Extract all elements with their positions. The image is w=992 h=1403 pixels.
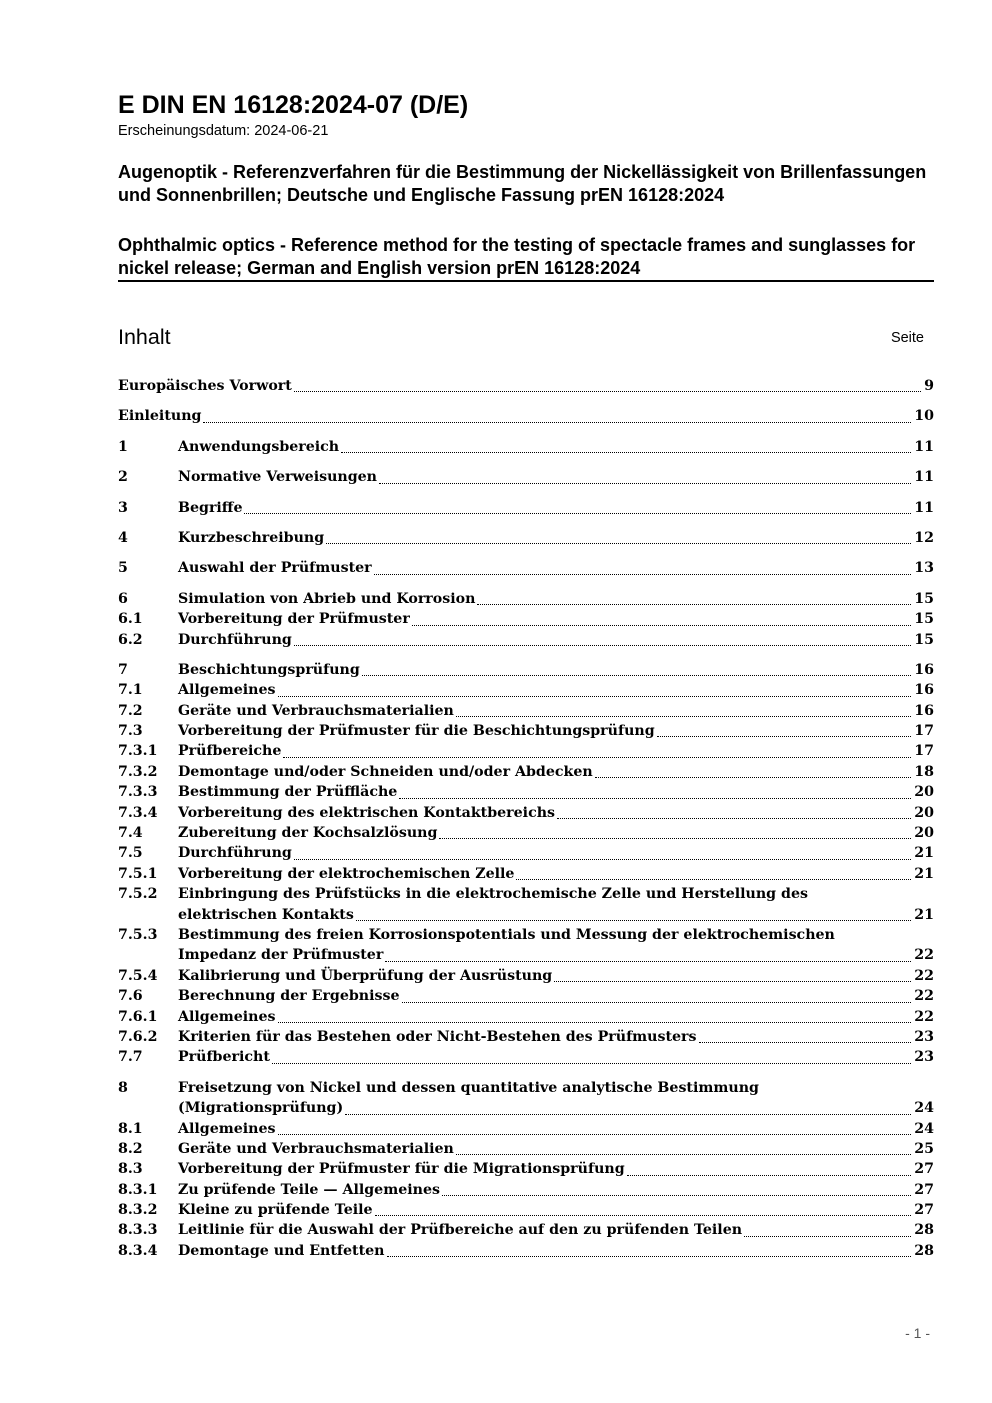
toc-entry-title: Bestimmung des freien Korrosionspotentials und Messung der elektrochemischen — [178, 926, 835, 943]
toc-leader-dots — [627, 1175, 912, 1176]
toc-entry-number: 8.3 — [118, 1161, 143, 1178]
toc-entry-page: 23 — [914, 1049, 934, 1066]
page-number: - 1 - — [905, 1325, 930, 1341]
toc-entry-title: Vorbereitung der elektrochemischen Zelle — [178, 865, 515, 882]
toc-entry[interactable] — [118, 406, 934, 426]
toc-entry-title: Demontage und Entfetten — [178, 1242, 385, 1259]
toc-leader-dots — [326, 543, 911, 544]
toc-entry-number: 3 — [118, 499, 128, 516]
toc-entry-page: 16 — [914, 702, 934, 719]
toc-leader-dots — [374, 574, 912, 575]
toc-entry-page: 24 — [914, 1120, 934, 1137]
toc-leader-dots — [278, 1134, 912, 1135]
toc-leader-dots — [744, 1236, 911, 1237]
toc-entry-number: 7.5 — [118, 845, 143, 862]
toc-leader-dots — [294, 391, 921, 392]
toc-entry-number: 8.3.1 — [118, 1181, 158, 1198]
toc-entry[interactable] — [118, 762, 934, 782]
toc-entry-title: Vorbereitung des elektrischen Kontaktbereichs — [178, 804, 556, 821]
toc-entry-page: 22 — [914, 988, 934, 1005]
toc-entry[interactable] — [118, 925, 934, 945]
table-of-contents — [118, 376, 934, 1261]
toc-entry-number: 6.2 — [118, 631, 143, 648]
toc-entry-page: 9 — [924, 378, 934, 394]
toc-entry-title: Leitlinie für die Auswahl der Prüfbereiche auf den zu prüfenden Teilen — [178, 1222, 743, 1239]
toc-entry-number: 8.3.4 — [118, 1242, 158, 1259]
toc-entry-number: 7.7 — [118, 1049, 143, 1066]
toc-leader-dots — [362, 675, 911, 676]
toc-entry-title: Vorbereitung der Prüfmuster für die Beschichtungsprüfung — [178, 723, 655, 740]
title-divider — [118, 280, 934, 282]
toc-leader-dots — [439, 838, 911, 839]
toc-group — [118, 376, 934, 396]
toc-entry-title: Durchführung — [178, 845, 292, 862]
toc-entry-title-cont: (Migrationsprüfung) — [178, 1100, 344, 1117]
toc-entry-title: Begriffe — [178, 499, 243, 516]
toc-entry[interactable] — [118, 803, 934, 823]
toc-entry-page: 10 — [914, 408, 934, 425]
toc-group — [118, 589, 934, 650]
toc-leader-dots — [387, 1256, 912, 1257]
toc-leader-dots — [412, 625, 911, 626]
toc-entry-title: Durchführung — [178, 631, 292, 648]
toc-group — [118, 498, 934, 518]
toc-entry[interactable] — [118, 467, 934, 487]
toc-entry[interactable] — [118, 1078, 934, 1098]
document-id: E DIN EN 16128:2024-07 (D/E) — [118, 91, 469, 119]
document-page — [118, 90, 934, 1271]
toc-entry[interactable] — [118, 609, 934, 629]
toc-title: Inhalt — [118, 325, 171, 349]
toc-entry-title: Geräte und Verbrauchsmaterialien — [178, 1140, 454, 1157]
toc-entry-title: Zu prüfende Teile — Allgemeines — [178, 1181, 440, 1198]
toc-entry[interactable] — [118, 1180, 934, 1200]
toc-entry-page: 25 — [914, 1140, 934, 1157]
toc-entry[interactable] — [118, 498, 934, 518]
toc-entry-number: 1 — [118, 438, 128, 455]
toc-entry-number: 8 — [118, 1079, 128, 1096]
toc-entry-title: Allgemeines — [178, 1008, 276, 1025]
toc-group — [118, 467, 934, 487]
toc-leader-dots — [699, 1042, 912, 1043]
toc-entry-title: Anwendungsbereich — [178, 438, 340, 455]
toc-entry-title: Einbringung des Prüfstücks in die elektrochemische Zelle und Herstellung des — [178, 886, 808, 903]
toc-entry-page: 11 — [914, 469, 934, 486]
toc-entry-number: 4 — [118, 529, 128, 546]
toc-entry-page: 15 — [914, 611, 934, 628]
toc-entry-number: 7.2 — [118, 702, 143, 719]
toc-leader-dots — [385, 961, 911, 962]
issue-date: Erscheinungsdatum: 2024-06-21 — [118, 123, 329, 139]
toc-entry-number: 8.2 — [118, 1140, 143, 1157]
toc-page-label: Seite — [890, 330, 924, 346]
toc-entry[interactable] — [118, 823, 934, 843]
toc-leader-dots — [278, 1022, 912, 1023]
toc-entry-number: 7.5.4 — [118, 967, 158, 984]
toc-entry-page: 11 — [914, 438, 934, 455]
toc-leader-dots — [442, 1195, 911, 1196]
toc-leader-dots — [341, 452, 911, 453]
toc-leader-dots — [456, 1154, 911, 1155]
toc-entry-page: 21 — [914, 865, 934, 882]
toc-leader-dots — [345, 1114, 911, 1115]
toc-entry-title: Prüfbericht — [178, 1049, 270, 1066]
toc-entry-continuation[interactable] — [118, 1098, 934, 1118]
toc-entry-title: Prüfbereiche — [178, 743, 282, 760]
toc-entry[interactable] — [118, 680, 934, 700]
toc-leader-dots — [399, 798, 911, 799]
toc-leader-dots — [379, 483, 911, 484]
toc-leader-dots — [516, 879, 911, 880]
toc-entry-number: 2 — [118, 469, 128, 486]
toc-leader-dots — [557, 818, 911, 819]
toc-entry-page: 11 — [914, 499, 934, 516]
toc-entry-title: Beschichtungsprüfung — [178, 661, 360, 678]
toc-entry-number: 7.1 — [118, 682, 143, 699]
toc-entry-page: 13 — [914, 560, 934, 577]
toc-entry-number: 8.3.2 — [118, 1202, 158, 1219]
toc-entry-page: 27 — [914, 1181, 934, 1198]
toc-entry-title: Kleine zu prüfende Teile — [178, 1202, 373, 1219]
toc-leader-dots — [294, 645, 911, 646]
toc-entry[interactable] — [118, 864, 934, 884]
toc-entry-title: Einleitung — [118, 408, 202, 425]
toc-entry-title-cont: Impedanz der Prüfmuster — [178, 947, 384, 964]
toc-entry[interactable] — [118, 660, 934, 680]
toc-group — [118, 528, 934, 548]
toc-entry[interactable] — [118, 376, 934, 396]
toc-entry-title: Simulation von Abrieb und Korrosion — [178, 590, 476, 607]
toc-leader-dots — [283, 757, 911, 758]
toc-entry[interactable] — [118, 1139, 934, 1159]
toc-leader-dots — [375, 1215, 912, 1216]
toc-leader-dots — [595, 777, 912, 778]
toc-entry-number: 7.3.1 — [118, 743, 158, 760]
toc-entry-page: 21 — [914, 906, 934, 923]
toc-entry-page: 28 — [914, 1222, 934, 1239]
toc-entry-number: 7.3.3 — [118, 784, 158, 801]
toc-entry-page: 15 — [914, 590, 934, 607]
toc-entry[interactable] — [118, 843, 934, 863]
toc-entry-page: 20 — [914, 784, 934, 801]
toc-entry[interactable] — [118, 1027, 934, 1047]
toc-entry-page: 18 — [914, 763, 934, 780]
toc-entry[interactable] — [118, 558, 934, 578]
toc-entry-page: 20 — [914, 825, 934, 842]
toc-leader-dots — [356, 920, 911, 921]
toc-group — [118, 1078, 934, 1262]
toc-entry-title: Vorbereitung der Prüfmuster — [178, 611, 410, 628]
toc-entry-page: 21 — [914, 845, 934, 862]
toc-entry-title: Berechnung der Ergebnisse — [178, 988, 400, 1005]
toc-leader-dots — [244, 513, 911, 514]
toc-entry-page: 17 — [914, 743, 934, 760]
toc-entry-number: 7.5.1 — [118, 865, 158, 882]
title-german: Augenoptik - Referenzverfahren für die Bestimmung der Nickellässigkeit von Brillenfassungen und Sonnenbrillen; Deutsche und Englische Fassung prEN 16128:2024 — [118, 162, 927, 205]
toc-entry[interactable] — [118, 437, 934, 457]
toc-entry[interactable] — [118, 589, 934, 609]
toc-entry-number: 8.1 — [118, 1120, 143, 1137]
toc-entry-title: Demontage und/oder Schneiden und/oder Abdecken — [178, 763, 593, 780]
toc-entry-page: 23 — [914, 1028, 934, 1045]
toc-entry-number: 7.4 — [118, 825, 143, 842]
toc-entry-page: 20 — [914, 804, 934, 821]
toc-entry-title: Bestimmung der Prüffläche — [178, 784, 398, 801]
toc-entry-title: Kurzbeschreibung — [178, 529, 325, 546]
toc-entry-page: 16 — [914, 661, 934, 678]
toc-entry-number: 7.3 — [118, 723, 143, 740]
toc-entry-title: Allgemeines — [178, 1120, 276, 1137]
toc-entry-number: 7.5.2 — [118, 886, 158, 903]
toc-entry-number: 7.6.1 — [118, 1008, 158, 1025]
toc-entry-number: 7.3.4 — [118, 804, 158, 821]
toc-entry-page: 22 — [914, 1008, 934, 1025]
toc-entry[interactable] — [118, 1200, 934, 1220]
toc-entry[interactable] — [118, 1241, 934, 1261]
toc-entry-page: 27 — [914, 1161, 934, 1178]
toc-entry[interactable] — [118, 528, 934, 548]
toc-entry-title: Freisetzung von Nickel und dessen quantitative analytische Bestimmung — [178, 1079, 759, 1096]
toc-entry[interactable] — [118, 1119, 934, 1139]
toc-leader-dots — [554, 981, 911, 982]
toc-entry-title: Kalibrierung und Überprüfung der Ausrüstung — [178, 967, 553, 984]
toc-entry-page: 15 — [914, 631, 934, 648]
toc-entry-title: Normative Verweisungen — [178, 469, 377, 486]
toc-entry-page: 24 — [914, 1100, 934, 1117]
toc-leader-dots — [272, 1063, 911, 1064]
toc-leader-dots — [456, 716, 911, 717]
toc-leader-dots — [657, 736, 912, 737]
toc-group — [118, 406, 934, 426]
toc-group — [118, 660, 934, 1068]
toc-entry-title: Zubereitung der Kochsalzlösung — [178, 825, 438, 842]
toc-leader-dots — [203, 422, 911, 423]
toc-entry-number: 8.3.3 — [118, 1222, 158, 1239]
toc-entry-number: 7.6.2 — [118, 1028, 158, 1045]
toc-entry[interactable] — [118, 986, 934, 1006]
title-english: Ophthalmic optics - Reference method for the testing of spectacle frames and sunglasses for nickel release; German and English version prEN 16128:2024 — [118, 235, 916, 278]
toc-entry[interactable] — [118, 721, 934, 741]
toc-group — [118, 558, 934, 578]
toc-entry-title: Vorbereitung der Prüfmuster für die Migrationsprüfung — [178, 1161, 625, 1178]
toc-entry-title: Allgemeines — [178, 682, 276, 699]
toc-entry-page: 12 — [914, 529, 934, 546]
toc-entry-number: 7.3.2 — [118, 763, 158, 780]
toc-entry-title: Auswahl der Prüfmuster — [178, 560, 372, 577]
toc-entry-title: Kriterien für das Bestehen oder Nicht-Bestehen des Prüfmusters — [178, 1028, 697, 1045]
toc-entry-page: 22 — [914, 967, 934, 984]
toc-entry[interactable] — [118, 741, 934, 761]
toc-entry[interactable] — [118, 701, 934, 721]
toc-entry-continuation[interactable] — [118, 945, 934, 965]
toc-entry[interactable] — [118, 884, 934, 904]
toc-entry-number: 7.6 — [118, 988, 143, 1005]
toc-leader-dots — [294, 859, 911, 860]
toc-entry[interactable] — [118, 1220, 934, 1240]
toc-header — [118, 324, 934, 354]
toc-entry-page: 16 — [914, 682, 934, 699]
toc-entry-number: 7 — [118, 661, 128, 678]
toc-entry-number: 6.1 — [118, 611, 143, 628]
toc-leader-dots — [402, 1002, 912, 1003]
toc-leader-dots — [278, 696, 912, 697]
toc-entry[interactable] — [118, 1159, 934, 1179]
toc-entry-title-cont: elektrischen Kontakts — [178, 906, 354, 923]
toc-entry-number: 5 — [118, 560, 128, 577]
toc-entry-page: 22 — [914, 947, 934, 964]
toc-entry[interactable] — [118, 630, 934, 650]
toc-entry-title: Europäisches Vorwort — [118, 378, 292, 394]
toc-entry-continuation[interactable] — [118, 905, 934, 925]
toc-entry-number: 7.5.3 — [118, 926, 158, 943]
toc-entry[interactable] — [118, 1047, 934, 1067]
toc-entry-page: 17 — [914, 723, 934, 740]
toc-entry[interactable] — [118, 782, 934, 802]
toc-entry[interactable] — [118, 966, 934, 986]
toc-leader-dots — [477, 604, 911, 605]
toc-entry-title: Geräte und Verbrauchsmaterialien — [178, 702, 454, 719]
toc-group — [118, 437, 934, 457]
toc-entry-page: 27 — [914, 1202, 934, 1219]
toc-entry-page: 28 — [914, 1242, 934, 1259]
toc-entry-number: 6 — [118, 590, 128, 607]
toc-entry[interactable] — [118, 1007, 934, 1027]
